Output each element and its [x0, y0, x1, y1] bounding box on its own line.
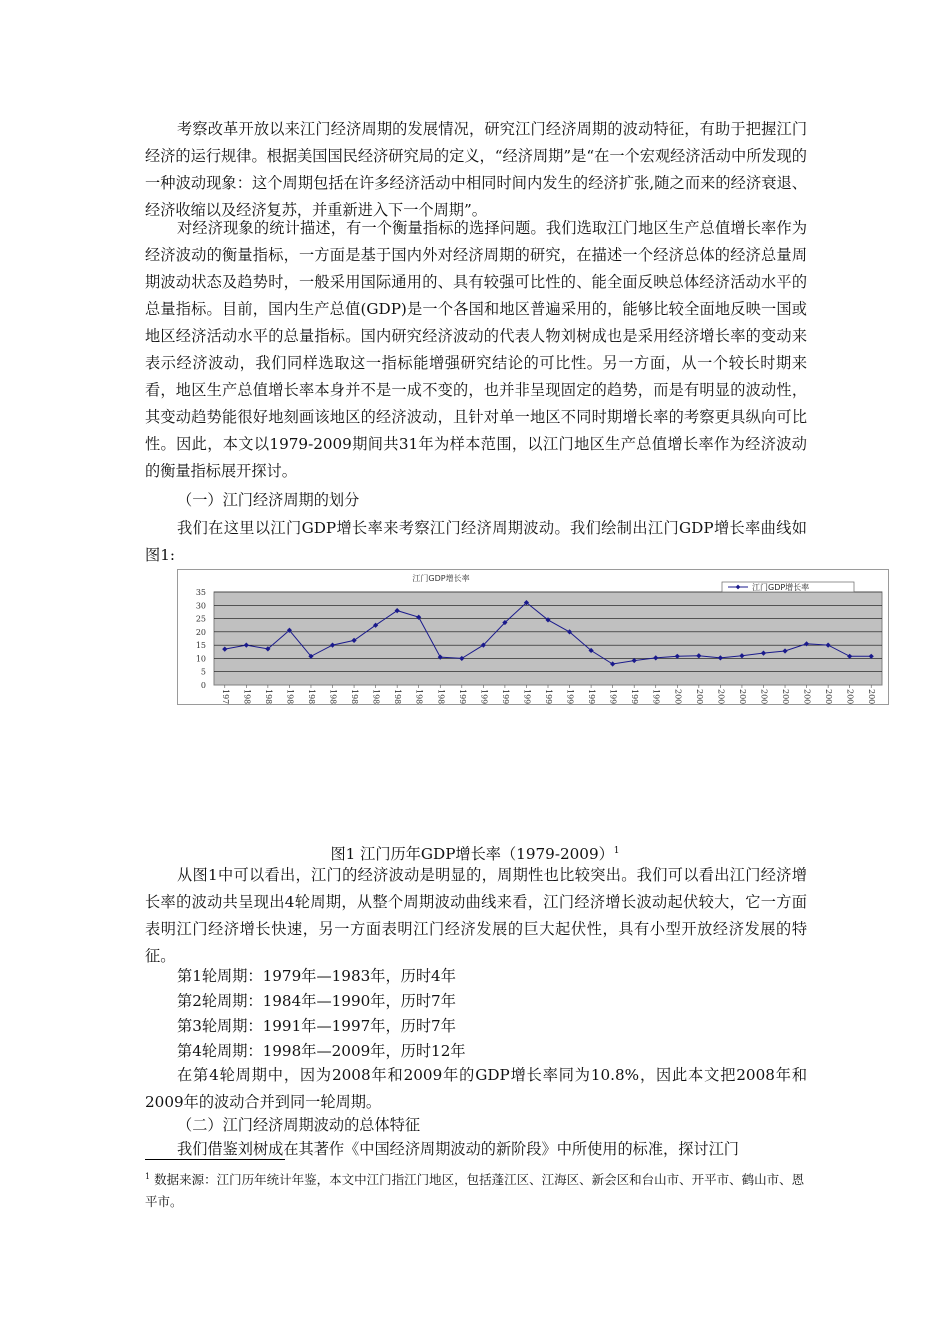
x-tick-label: 1989 — [436, 689, 446, 704]
x-tick-label: 1981 — [263, 689, 273, 704]
x-tick-label: 1982 — [285, 689, 295, 704]
paragraph-standard: 我们借鉴刘树成在其著作《中国经济周期波动的新阶段》中所使用的标准，探讨江门 — [177, 1140, 739, 1158]
y-tick-label: 20 — [195, 627, 206, 637]
y-tick-label: 25 — [195, 614, 206, 624]
x-tick-label: 2009 — [867, 689, 877, 704]
x-tick-label: 1994 — [544, 689, 553, 704]
plot-area — [214, 592, 882, 685]
section-heading-2: （二）江门经济周期波动的总体特征 — [177, 1116, 420, 1134]
paragraph-cycle-note: 在第4轮周期中，因为2008年和2009年的GDP增长率同为10.8%，因此本文把2008年和2009年的波动合并到同一轮周期。 — [145, 1066, 807, 1111]
x-tick-label: 2002 — [716, 689, 726, 704]
x-tick-label: 1979 — [220, 689, 230, 704]
x-tick-label: 1999 — [651, 689, 661, 704]
x-tick-label: 2006 — [802, 689, 812, 704]
paragraph-indicator: 对经济现象的统计描述，有一个衡量指标的选择问题。我们选取江门地区生产总值增长率作为经济波动的衡量指标，一方面是基于国内外对经济周期的研究，在描述一个经济总体的经济总量周期波动状态及趋势时，一般采用国际通用的、具有较强可比性的、能全面反映总体经济活动水平的总量指标。目前，国内生产总值(GDP)是一个各国和地区普遍采用的，能够比较全面地反映一国或地区经济活动水平的总量指标。国内研究经济波动的代表人物刘树成也是采用经济增长率的变动来表示经济波动，我们同样选取这一指标能增强研究结论的可比性。另一方面，从一个较长时期来看，地区生产总值增长率本身并不是一成不变的，也并非呈现固定的趋势，而是有明显的波动性，其变动趋势能很好地刻画该地区的经济波动，且针对单一地区不同时期增长率的考察更具纵向可比性。因此，本文以1979-2009期间共31年为样本范围，以江门地区生产总值增长率作为经济波动的衡量指标展开探讨。 — [145, 219, 807, 480]
footnote-divider — [145, 1159, 285, 1160]
paragraph-analysis: 从图1中可以看出，江门的经济波动是明显的，周期性也比较突出。我们可以看出江门经济增长率的波动共呈现出4轮周期，从整个周期波动曲线来看，江门经济增长波动起伏较大，它一方面表明江门经济增长快速，另一方面表明江门经济发展的巨大起伏性，具有小型开放经济发展的特征。 — [145, 866, 807, 965]
x-tick-label: 2001 — [694, 689, 704, 704]
footnote-mark: 1 — [145, 1172, 151, 1181]
chart-svg — [178, 570, 888, 704]
y-tick-label: 0 — [200, 681, 206, 690]
x-tick-label: 2007 — [824, 689, 834, 704]
y-tick-label: 15 — [195, 641, 206, 651]
y-tick-label: 5 — [200, 667, 206, 677]
footnote — [145, 1166, 807, 1213]
x-tick-label: 1985 — [350, 689, 360, 704]
figure-caption-text: 图1 江门历年GDP增长率（1979-2009） — [330, 845, 614, 864]
x-tick-label: 2004 — [759, 689, 769, 704]
paragraph-chart-intro: 我们在这里以江门GDP增长率来考察江门经济周期波动。我们绘制出江门GDP增长率曲线如图1: — [145, 519, 807, 564]
paragraph-intro: 考察改革开放以来江门经济周期的发展情况，研究江门经济周期的波动特征，有助于把握江门经济的运行规律。根据美国国民经济研究局的定义，“经济周期”是“在一个宏观经济活动中所发现的一种波动现象：这个周期包括在许多经济活动中相同时间内发生的经济扩张,随之而来的经济衰退、经济收缩以及经济复苏，并重新进入下一个周期”。 — [145, 120, 807, 219]
y-tick-label: 30 — [195, 601, 206, 611]
section-heading-1: （一）江门经济周期的划分 — [177, 491, 360, 509]
cycle-4: 第4轮周期：1998年—2009年，历时12年 — [177, 1042, 466, 1060]
y-tick-label: 35 — [195, 588, 206, 597]
x-tick-label: 1995 — [565, 689, 575, 704]
caption-footnote-mark: 1 — [613, 846, 620, 856]
x-tick-label: 2000 — [673, 689, 683, 704]
x-tick-label: 1993 — [522, 689, 532, 704]
x-tick-label: 1998 — [630, 689, 640, 704]
gdp-growth-chart — [177, 569, 889, 705]
x-tick-label: 1996 — [587, 689, 597, 704]
x-tick-label: 1997 — [608, 689, 618, 704]
x-tick-label: 2003 — [737, 689, 747, 704]
cycle-1: 第1轮周期：1979年—1983年，历时4年 — [177, 967, 456, 985]
x-tick-label: 1983 — [306, 689, 316, 704]
chart-title: 江门GDP增长率 — [412, 574, 470, 583]
y-tick-label: 10 — [195, 654, 206, 664]
x-tick-label: 1986 — [371, 689, 381, 704]
cycle-3: 第3轮周期：1991年—1997年，历时7年 — [177, 1017, 456, 1035]
x-tick-label: 1988 — [414, 689, 424, 704]
cycle-2: 第2轮周期：1984年—1990年，历时7年 — [177, 992, 456, 1010]
x-tick-label: 1980 — [242, 689, 252, 704]
x-tick-label: 1987 — [393, 689, 403, 704]
x-tick-label: 1984 — [328, 689, 338, 704]
x-tick-label: 1992 — [500, 689, 510, 704]
x-tick-label: 1990 — [457, 689, 467, 704]
x-tick-label: 1991 — [479, 689, 489, 704]
x-tick-label: 2005 — [781, 689, 791, 704]
legend-label: 江门GDP增长率 — [752, 583, 810, 592]
x-tick-label: 2008 — [845, 689, 855, 704]
footnote-text: 数据来源：江门历年统计年鉴，本文中江门指江门地区，包括蓬江区、江海区、新会区和台山市、开平市、鹤山市、恩平市。 — [145, 1172, 805, 1210]
